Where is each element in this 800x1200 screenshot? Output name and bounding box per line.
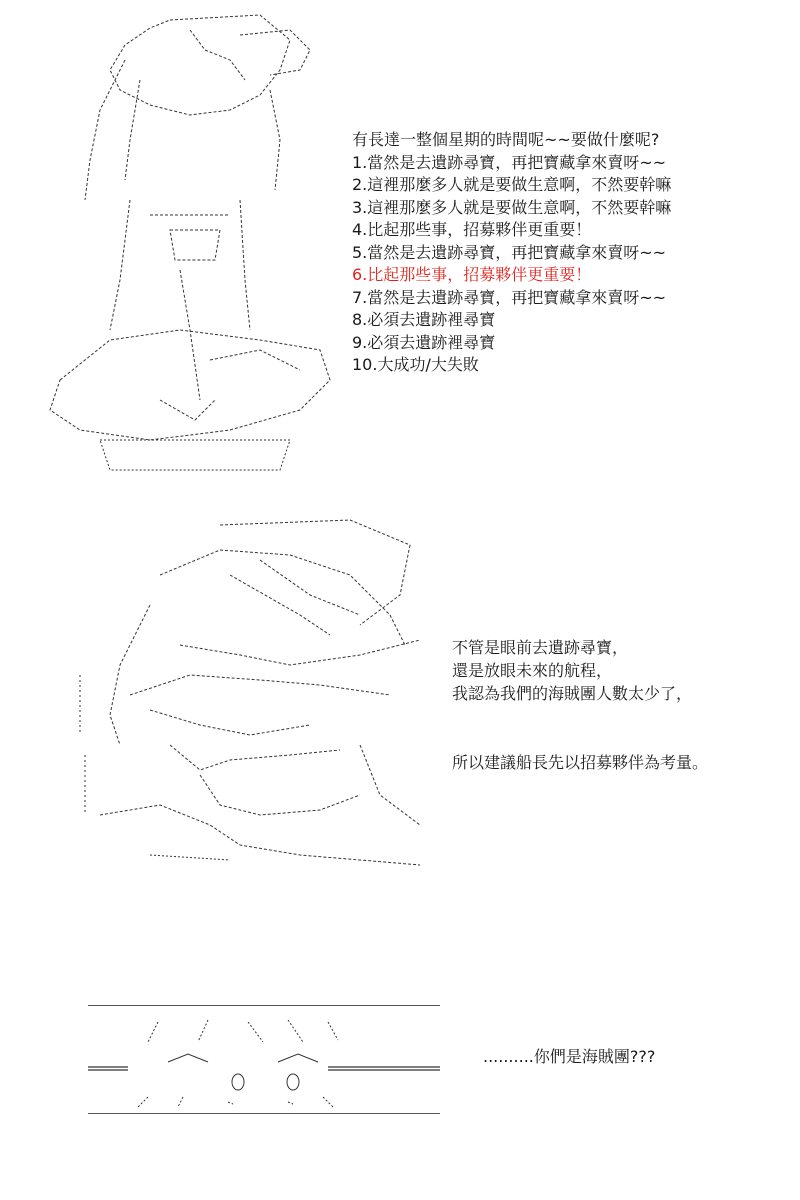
choice-option: 4.比起那些事，招募夥伴更重要！ xyxy=(352,220,592,239)
ascii-art-boy-figure xyxy=(60,515,430,875)
reply-speech xyxy=(483,1045,655,1068)
choice-option-selected: 6.比起那些事，招募夥伴更重要！ xyxy=(352,265,592,284)
speech-line: 所以建議船長先以招募夥伴為考量。 xyxy=(452,753,709,772)
choice-option: 1.當然是去遺跡尋寶，再把寶藏拿來賣呀~~ xyxy=(352,152,667,172)
choice-option: 3.這裡那麼多人就是要做生意啊，不然要幹嘛 xyxy=(352,197,672,217)
panel-top-border xyxy=(88,1005,440,1006)
speech-line: ..........你們是海賊團??? xyxy=(483,1047,656,1066)
choice-option: 8.必須去遺跡裡尋寶 xyxy=(352,310,496,329)
advisor-suggestion xyxy=(452,751,708,774)
speech-line: 不管是眼前去遺跡尋寶， xyxy=(452,638,629,657)
speech-line: 我認為我們的海賊團人數太少了， xyxy=(452,684,693,703)
ascii-art-eyes-strip xyxy=(88,1012,440,1110)
advisor-speech xyxy=(452,636,692,705)
choice-option: 7.當然是去遺跡尋寶，再把寶藏拿來賣呀~~ xyxy=(352,287,667,307)
panel-bottom-border xyxy=(88,1113,440,1114)
ascii-art-girl-figure xyxy=(30,0,340,480)
choice-question: 有長達一整個星期的時間呢~~要做什麼呢? xyxy=(352,130,660,149)
choice-option: 5.當然是去遺跡尋寶，再把寶藏拿來賣呀~~ xyxy=(352,242,667,262)
choice-option: 10.大成功/大失敗 xyxy=(352,355,479,374)
choice-list xyxy=(352,129,671,377)
speech-line: 還是放眼未來的航程， xyxy=(452,661,613,680)
choice-option: 2.這裡那麼多人就是要做生意啊，不然要幹嘛 xyxy=(352,175,672,194)
choice-option: 9.必須去遺跡裡尋寶 xyxy=(352,332,496,352)
